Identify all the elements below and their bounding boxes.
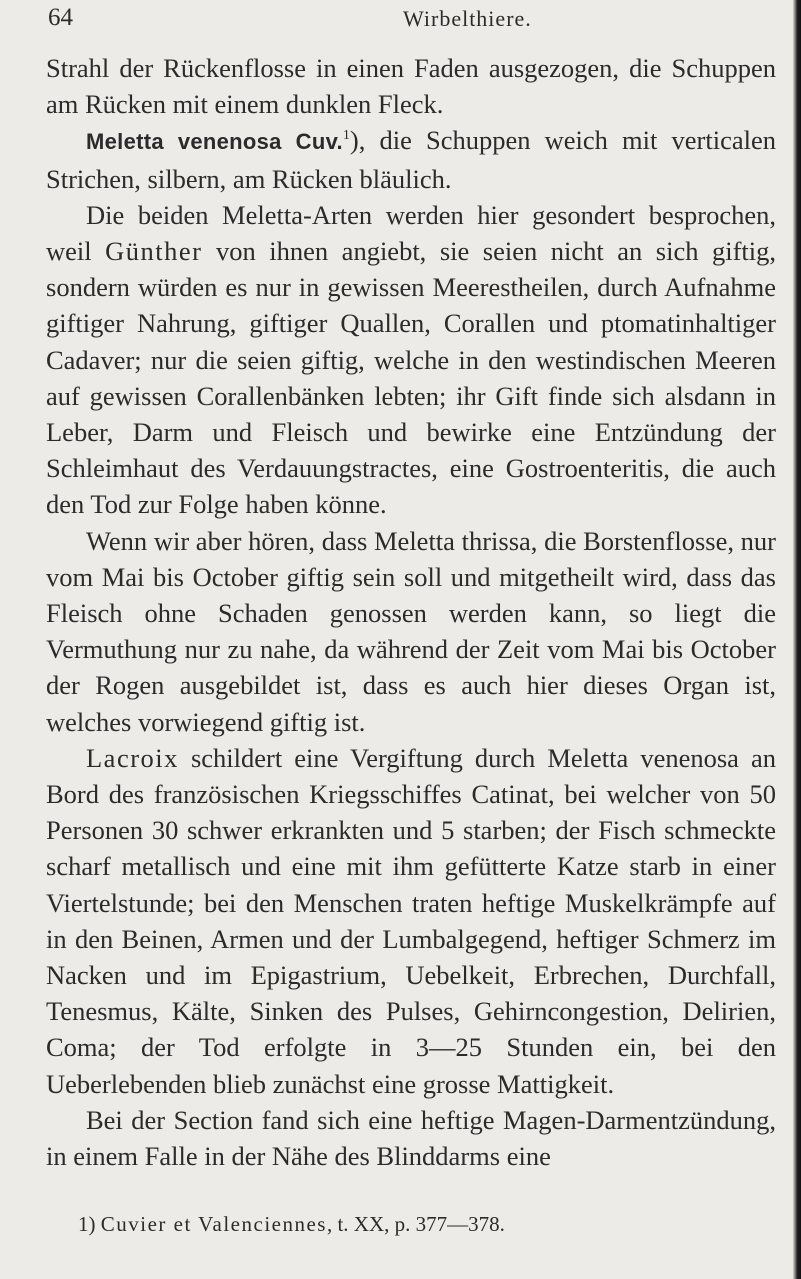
paragraph-lacroix	[46, 740, 776, 1102]
footnote	[78, 1212, 505, 1237]
paragraph-species	[46, 122, 776, 196]
page-number: 64	[48, 4, 73, 31]
footnote-authors: Cuvier et Valenciennes	[100, 1212, 327, 1236]
species-name: Meletta venenosa Cuv.	[86, 129, 343, 155]
page-edge-shadow	[793, 0, 801, 1279]
paragraph-3-start: Die beiden Meletta-Arten werden hier gesondert besprochen, weil	[46, 199, 776, 267]
author-lacroix: Lacroix	[86, 742, 179, 773]
paragraph-section: Bei der Section fand sich eine heftige Magen-Darmentzündung, in einem Falle in der Nähe des Blinddarms eine	[46, 1104, 776, 1172]
footnote-reference: , t. XX, p. 377—378.	[326, 1212, 505, 1236]
footnote-ref: 1	[342, 128, 350, 144]
paragraph-borstenflosse: Wenn wir aber hören, dass Meletta thrissa, die Borstenflosse, nur vom Mai bis October giftig sein soll und mitgetheilt wird, dass das Fleisch ohne Schaden genossen werden kann, so liegt die Vermuthung nur zu nahe, da während der Zeit vom Mai bis October der Rogen ausgebildet ist, dass es auch hier dieses Organ ist, welches vorwiegend giftig ist.	[46, 525, 776, 737]
running-head: Wirbelthiere.	[403, 6, 532, 31]
footnote-marker: 1)	[78, 1212, 96, 1236]
paragraph-1: Strahl der Rückenflosse in einen Faden ausgezogen, die Schuppen am Rücken mit einem dunklen Fleck.	[46, 53, 776, 120]
author-guenther: Günther	[105, 236, 203, 267]
paragraph-5-rest: schildert eine Vergiftung durch Meletta venenosa an Bord des französischen Kriegsschiffes Catinat, bei welcher von 50 Personen 30 schwer erkrankten und 5 starben; der Fisch schmeckte scharf metallisch und eine mit ihm gefütterte Katze starb in einer Viertelstunde; bei den Menschen traten heftige Muskelkrämpfe auf in den Beinen, Armen und der Lumbalgegend, heftiger Schmerz im Nacken und im Epigastrium, Uebelkeit, Erbrechen, Durchfall, Tenesmus, Kälte, Sinken des Pulses, Gehirncongestion, Delirien, Coma; der Tod erfolgte in 3—25 Stunden ein, bei den Ueberlebenden blieb zunächst eine grosse Mattigkeit.	[46, 742, 776, 1099]
page-header	[48, 4, 768, 38]
species-description: ), die Schuppen weich mit verticalen Strichen, silbern, am Rücken bläulich.	[46, 125, 776, 194]
body-text	[46, 50, 776, 1174]
paragraph-3-rest: von ihnen angiebt, sie seien nicht an sich giftig, sondern würden es nur in gewissen Meerestheilen, durch Aufnahme giftiger Nahrung, giftiger Quallen, Corallen und ptomatinhaltiger Cadaver; nur die seien giftig, welche in den westindischen Meeren auf gewissen Corallenbänken lebten; ihr Gift finde sich alsdann in Leber, Darm und Fleisch und bewirke eine Entzündung der Schleimhaut des Verdauungstractes, eine Gostroenteritis, die auch den Tod zur Folge haben könne.	[46, 236, 777, 520]
paragraph-meletta-arten	[46, 197, 776, 523]
